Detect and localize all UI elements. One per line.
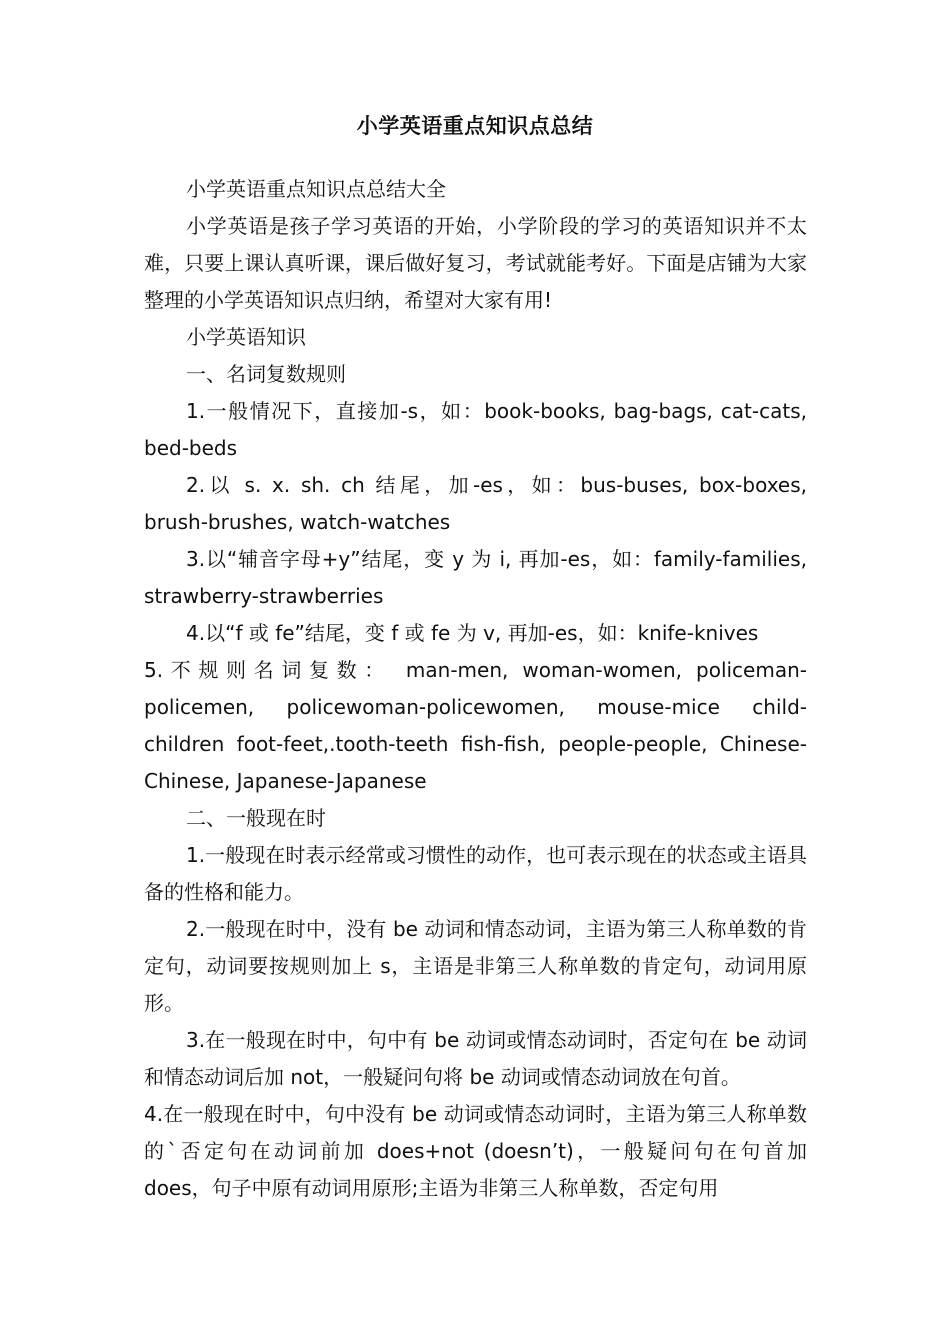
paragraph-rule-3: 3.以“辅音字母+y”结尾，变 y 为 i, 再加-es，如：family-families, strawberry-strawberries (144, 547, 807, 608)
paragraph-tense-3: 3.在一般现在时中，句中有 be 动词或情态动词时，否定句在 be 动词和情态动词后加 not，一般疑问句将 be 动词或情态动词放在句首。 (144, 1028, 807, 1089)
paragraph-tense-2: 2.一般现在时中，没有 be 动词和情态动词，主语为第三人称单数的肯定句，动词要按规则加上 s，主语是非第三人称单数的肯定句，动词用原形。 (144, 917, 807, 1015)
paragraph-rule-4: 4.以“f 或 fe”结尾，变 f 或 fe 为 v, 再加-es，如：knife-knives (186, 621, 759, 645)
part1-heading: 一、名词复数规则 (186, 362, 346, 386)
paragraph-intro: 小学英语是孩子学习英语的开始，小学阶段的学习的英语知识并不太难，只要上课认真听课，课后做好复习，考试就能考好。下面是店铺为大家整理的小学英语知识点归纳，希望对大家有用! (144, 214, 807, 312)
document-title: 小学英语重点知识点总结 (356, 114, 594, 138)
paragraph-rule-2: 2.以 s. x. sh. ch 结尾，加-es，如：bus-buses, box-boxes, brush-brushes, watch-watches (144, 473, 807, 534)
paragraph-rule-1: 1.一般情况下，直接加-s，如：book-books, bag-bags, cat-cats, bed-beds (144, 399, 807, 460)
paragraph-tense-1: 1.一般现在时表示经常或习惯性的动作，也可表示现在的状态或主语具备的性格和能力。 (144, 843, 807, 904)
section-heading: 小学英语知识 (186, 325, 306, 349)
paragraph-rule-5: 5.不规则名词复数： man-men, woman-women, policeman-policemen, policewoman-policewomen, mouse-mice child-children foot-feet,.tooth-teeth fish-fish, people-people, Chinese-Chinese, Japanese-Japanese (144, 658, 807, 793)
document-body (144, 171, 807, 1207)
part2-heading: 二、一般现在时 (186, 806, 326, 830)
paragraph-subtitle: 小学英语重点知识点总结大全 (186, 177, 446, 201)
paragraph-tense-4: 4.在一般现在时中，句中没有 be 动词或情态动词时，主语为第三人称单数的`否定句在动词前加 does+not (doesn’t)，一般疑问句在句首加 does，句子中原有动词用原形;主语为非第三人称单数，否定句用 (144, 1102, 807, 1200)
